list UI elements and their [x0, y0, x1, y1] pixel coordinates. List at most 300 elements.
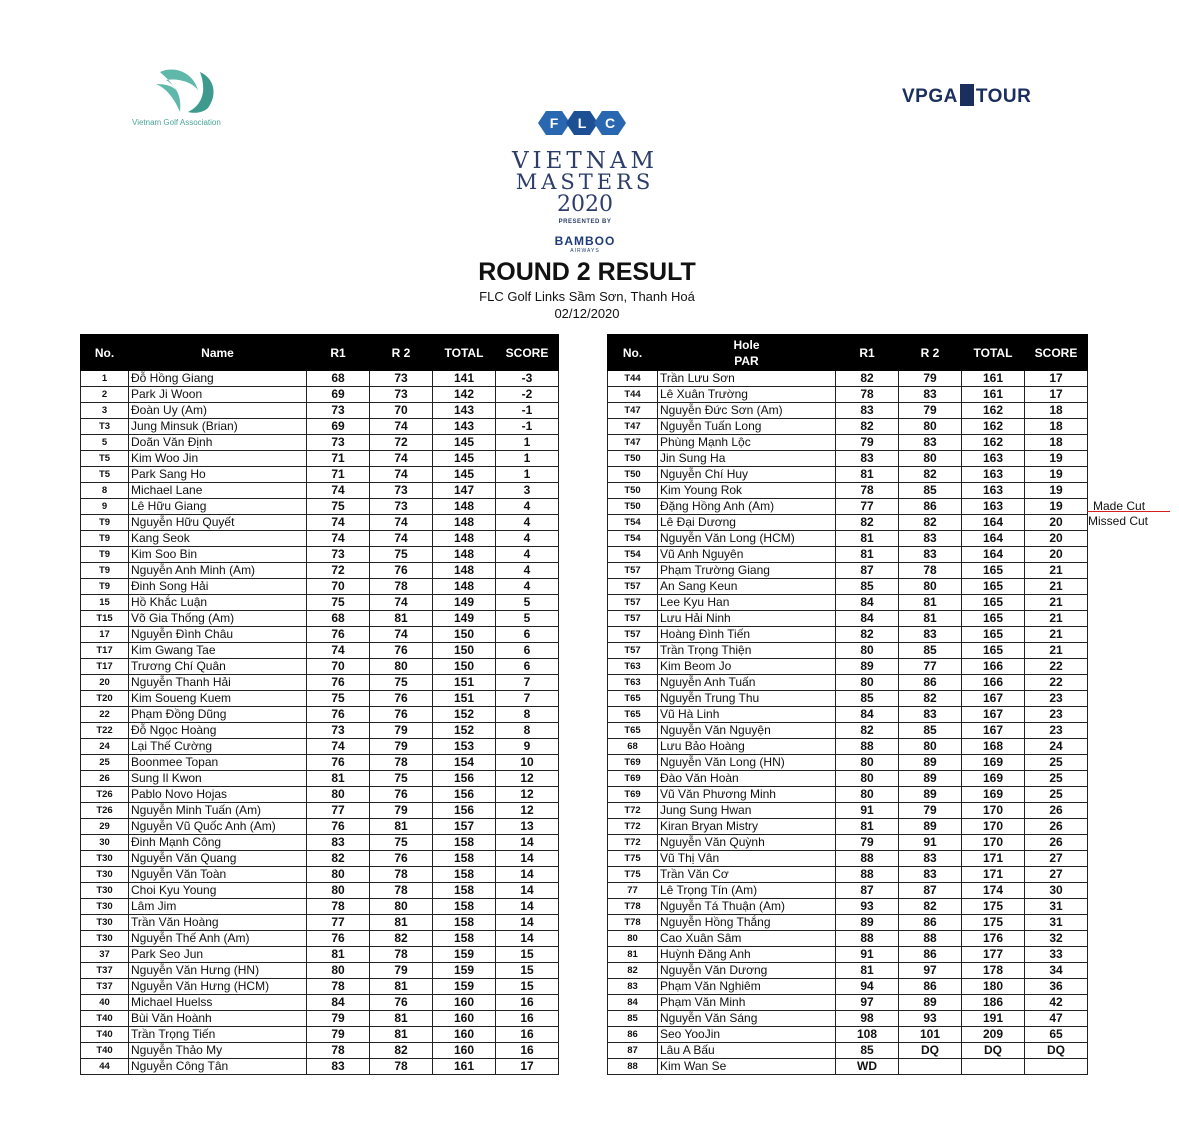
- score-cell: 65: [1025, 1027, 1088, 1043]
- r2-cell: 72: [370, 435, 433, 451]
- position-cell: T40: [81, 1027, 129, 1043]
- score-cell: 4: [496, 515, 559, 531]
- r1-cell: 71: [307, 451, 370, 467]
- r2-cell: 82: [899, 691, 962, 707]
- total-cell: 164: [962, 515, 1025, 531]
- total-cell: 159: [433, 947, 496, 963]
- total-cell: 163: [962, 499, 1025, 515]
- position-cell: T57: [608, 627, 658, 643]
- r1-cell: 91: [836, 803, 899, 819]
- total-cell: 165: [962, 643, 1025, 659]
- r1-cell: 75: [307, 499, 370, 515]
- table-row: [608, 435, 1088, 451]
- position-cell: 81: [608, 947, 658, 963]
- table-row: [608, 771, 1088, 787]
- position-cell: 3: [81, 403, 129, 419]
- vga-logo: [132, 64, 252, 134]
- table-row: [608, 947, 1088, 963]
- score-cell: 15: [496, 963, 559, 979]
- col-header-r1: R1: [307, 335, 370, 371]
- table-row: [81, 691, 559, 707]
- player-name-cell: Pablo Novo Hojas: [129, 787, 307, 803]
- position-cell: 86: [608, 1027, 658, 1043]
- player-name-cell: Choi Kyu Young: [129, 883, 307, 899]
- player-name-cell: Lê Đại Dương: [658, 515, 836, 531]
- table-row: [81, 995, 559, 1011]
- position-cell: T47: [608, 403, 658, 419]
- total-cell: 167: [962, 691, 1025, 707]
- r2-cell: 80: [899, 579, 962, 595]
- r2-cell: 81: [899, 611, 962, 627]
- table-row: [81, 947, 559, 963]
- score-cell: 21: [1025, 627, 1088, 643]
- col-header-no: No.: [608, 335, 658, 371]
- player-name-cell: Nguyễn Văn Quang: [129, 851, 307, 867]
- r1-cell: 80: [307, 787, 370, 803]
- position-cell: 20: [81, 675, 129, 691]
- position-cell: T22: [81, 723, 129, 739]
- position-cell: T20: [81, 691, 129, 707]
- r1-cell: 87: [836, 883, 899, 899]
- player-name-cell: Nguyễn Minh Tuấn (Am): [129, 803, 307, 819]
- position-cell: T30: [81, 867, 129, 883]
- r2-cell: 78: [370, 867, 433, 883]
- total-cell: 145: [433, 467, 496, 483]
- position-cell: T63: [608, 659, 658, 675]
- score-cell: 26: [1025, 835, 1088, 851]
- r1-cell: 88: [836, 867, 899, 883]
- r2-cell: 83: [899, 387, 962, 403]
- made-cut-note: Made Cut: [1093, 499, 1146, 513]
- r1-cell: 84: [307, 995, 370, 1011]
- position-cell: 37: [81, 947, 129, 963]
- r1-cell: 70: [307, 579, 370, 595]
- r1-cell: 82: [307, 851, 370, 867]
- table-row: [608, 883, 1088, 899]
- table-row: [608, 595, 1088, 611]
- r2-cell: 83: [899, 547, 962, 563]
- r1-cell: 83: [836, 403, 899, 419]
- table-row: [608, 659, 1088, 675]
- r1-cell: 97: [836, 995, 899, 1011]
- r1-cell: 73: [307, 723, 370, 739]
- r2-cell: 82: [899, 467, 962, 483]
- r2-cell: 83: [899, 707, 962, 723]
- player-name-cell: Kim Beom Jo: [658, 659, 836, 675]
- player-name-cell: Nguyễn Văn Long (HN): [658, 755, 836, 771]
- position-cell: T3: [81, 419, 129, 435]
- table-row: [608, 963, 1088, 979]
- score-cell: 4: [496, 563, 559, 579]
- table-row: [608, 643, 1088, 659]
- table-row: [608, 627, 1088, 643]
- score-cell: DQ: [1025, 1043, 1088, 1059]
- player-name-cell: Jung Sung Hwan: [658, 803, 836, 819]
- r1-cell: 81: [836, 531, 899, 547]
- player-name-cell: Lưu Hải Ninh: [658, 611, 836, 627]
- r2-cell: 74: [370, 419, 433, 435]
- r2-cell: 81: [370, 819, 433, 835]
- position-cell: T40: [81, 1043, 129, 1059]
- player-name-cell: Phạm Trường Giang: [658, 563, 836, 579]
- r2-cell: 86: [899, 915, 962, 931]
- score-cell: 13: [496, 819, 559, 835]
- r1-cell: WD: [836, 1059, 899, 1075]
- r1-cell: 88: [836, 931, 899, 947]
- score-cell: 34: [1025, 963, 1088, 979]
- cut-line: [1087, 511, 1170, 512]
- position-cell: 25: [81, 755, 129, 771]
- score-cell: 20: [1025, 531, 1088, 547]
- total-cell: 160: [433, 1043, 496, 1059]
- position-cell: T26: [81, 803, 129, 819]
- r2-cell: 79: [370, 963, 433, 979]
- position-cell: T69: [608, 787, 658, 803]
- total-cell: 165: [962, 611, 1025, 627]
- score-cell: 25: [1025, 787, 1088, 803]
- r2-cell: 97: [899, 963, 962, 979]
- r1-cell: 85: [836, 579, 899, 595]
- r2-cell: 85: [899, 483, 962, 499]
- player-name-cell: Vũ Hà Linh: [658, 707, 836, 723]
- player-name-cell: Trần Văn Hoàng: [129, 915, 307, 931]
- r1-cell: 80: [836, 787, 899, 803]
- score-cell: 21: [1025, 643, 1088, 659]
- score-cell: 22: [1025, 659, 1088, 675]
- score-cell: 4: [496, 531, 559, 547]
- position-cell: T47: [608, 419, 658, 435]
- player-name-cell: Lâu A Bấu: [658, 1043, 836, 1059]
- table-row: [81, 531, 559, 547]
- player-name-cell: Nguyễn Đức Sơn (Am): [658, 403, 836, 419]
- table-row: [81, 675, 559, 691]
- total-cell: 151: [433, 691, 496, 707]
- r1-cell: 82: [836, 515, 899, 531]
- r2-cell: DQ: [899, 1043, 962, 1059]
- results-table-right: [607, 334, 1088, 1075]
- total-cell: 158: [433, 851, 496, 867]
- total-cell: 143: [433, 419, 496, 435]
- player-name-cell: Lại Thế Cường: [129, 739, 307, 755]
- player-name-cell: Đinh Song Hải: [129, 579, 307, 595]
- table-row: [81, 707, 559, 723]
- player-name-cell: Đinh Mạnh Công: [129, 835, 307, 851]
- player-name-cell: Nguyễn Văn Toàn: [129, 867, 307, 883]
- position-cell: T69: [608, 771, 658, 787]
- r1-cell: 79: [836, 435, 899, 451]
- score-cell: 21: [1025, 611, 1088, 627]
- position-cell: T69: [608, 755, 658, 771]
- player-name-cell: Kiran Bryan Mistry: [658, 819, 836, 835]
- table-row: [81, 771, 559, 787]
- position-cell: T57: [608, 563, 658, 579]
- flc-letter-l: L: [577, 115, 587, 131]
- r2-cell: 75: [370, 675, 433, 691]
- score-cell: 14: [496, 867, 559, 883]
- r1-cell: 80: [836, 755, 899, 771]
- player-name-cell: Đoàn Uy (Am): [129, 403, 307, 419]
- player-name-cell: Võ Gia Thống (Am): [129, 611, 307, 627]
- r1-cell: 69: [307, 387, 370, 403]
- player-name-cell: An Sang Keun: [658, 579, 836, 595]
- sponsor-sub-text: AIRWAYS: [570, 248, 600, 254]
- player-name-cell: Vũ Thị Vân: [658, 851, 836, 867]
- table-row: [608, 1027, 1088, 1043]
- table-row: [81, 387, 559, 403]
- table-row: [608, 483, 1088, 499]
- r2-cell: 77: [899, 659, 962, 675]
- player-name-cell: Nguyễn Thế Anh (Am): [129, 931, 307, 947]
- r1-cell: 78: [307, 979, 370, 995]
- total-cell: 148: [433, 499, 496, 515]
- position-cell: T9: [81, 563, 129, 579]
- r2-cell: 78: [370, 947, 433, 963]
- player-name-cell: Vũ Văn Phương Minh: [658, 787, 836, 803]
- position-cell: 1: [81, 371, 129, 387]
- r2-cell: 91: [899, 835, 962, 851]
- table-row: [608, 787, 1088, 803]
- r2-cell: 80: [370, 899, 433, 915]
- player-name-cell: Lê Hữu Giang: [129, 499, 307, 515]
- score-cell: 1: [496, 467, 559, 483]
- r2-cell: 78: [370, 1059, 433, 1075]
- position-cell: T37: [81, 963, 129, 979]
- r2-cell: 82: [899, 899, 962, 915]
- total-cell: 160: [433, 995, 496, 1011]
- table-row: [608, 1011, 1088, 1027]
- total-cell: 152: [433, 707, 496, 723]
- position-cell: T9: [81, 579, 129, 595]
- r1-cell: 81: [836, 963, 899, 979]
- r2-cell: 76: [370, 787, 433, 803]
- table-row: [81, 611, 559, 627]
- score-cell: 19: [1025, 467, 1088, 483]
- r1-cell: 80: [307, 963, 370, 979]
- r1-cell: 76: [307, 931, 370, 947]
- player-name-cell: Phùng Mạnh Lộc: [658, 435, 836, 451]
- player-name-cell: Nguyễn Chí Huy: [658, 467, 836, 483]
- position-cell: 15: [81, 595, 129, 611]
- player-name-cell: Jung Minsuk (Brian): [129, 419, 307, 435]
- r2-cell: 86: [899, 675, 962, 691]
- score-cell: 17: [1025, 387, 1088, 403]
- score-cell: 9: [496, 739, 559, 755]
- player-name-cell: Phạm Văn Nghiêm: [658, 979, 836, 995]
- r1-cell: 85: [836, 691, 899, 707]
- position-cell: T72: [608, 835, 658, 851]
- player-name-cell: Trần Văn Cơ: [658, 867, 836, 883]
- player-name-cell: Nguyễn Văn Sáng: [658, 1011, 836, 1027]
- position-cell: T30: [81, 899, 129, 915]
- r2-cell: 81: [370, 1027, 433, 1043]
- position-cell: T54: [608, 515, 658, 531]
- r1-cell: 78: [836, 483, 899, 499]
- table-row: [608, 451, 1088, 467]
- score-cell: 23: [1025, 691, 1088, 707]
- total-cell: 145: [433, 435, 496, 451]
- player-name-cell: Trương Chí Quân: [129, 659, 307, 675]
- table-row: [81, 787, 559, 803]
- position-cell: T65: [608, 691, 658, 707]
- score-cell: 12: [496, 787, 559, 803]
- score-cell: 5: [496, 611, 559, 627]
- table-row: [608, 403, 1088, 419]
- total-cell: 165: [962, 579, 1025, 595]
- score-cell: 26: [1025, 803, 1088, 819]
- r2-cell: 76: [370, 995, 433, 1011]
- position-cell: 44: [81, 1059, 129, 1075]
- score-cell: 16: [496, 1043, 559, 1059]
- r2-cell: 89: [899, 755, 962, 771]
- table-row: [81, 371, 559, 387]
- score-cell: 12: [496, 771, 559, 787]
- total-cell: 152: [433, 723, 496, 739]
- player-name-cell: Nguyễn Văn Nguyện: [658, 723, 836, 739]
- table-row: [81, 467, 559, 483]
- r1-cell: 81: [307, 771, 370, 787]
- r2-cell: 80: [899, 451, 962, 467]
- r2-cell: 81: [370, 1011, 433, 1027]
- player-name-cell: Kim Woo Jin: [129, 451, 307, 467]
- total-cell: [962, 1059, 1025, 1075]
- score-cell: 16: [496, 1027, 559, 1043]
- table-row: [608, 979, 1088, 995]
- total-cell: 149: [433, 595, 496, 611]
- r2-cell: 73: [370, 483, 433, 499]
- position-cell: 8: [81, 483, 129, 499]
- r1-cell: 73: [307, 435, 370, 451]
- position-cell: 80: [608, 931, 658, 947]
- r2-cell: 73: [370, 499, 433, 515]
- player-name-cell: Kim Young Rok: [658, 483, 836, 499]
- r2-cell: 83: [899, 531, 962, 547]
- r1-cell: 72: [307, 563, 370, 579]
- r1-cell: 94: [836, 979, 899, 995]
- table-row: [81, 643, 559, 659]
- r2-cell: 86: [899, 499, 962, 515]
- score-cell: 7: [496, 691, 559, 707]
- player-name-cell: Huỳnh Đăng Anh: [658, 947, 836, 963]
- score-cell: 31: [1025, 915, 1088, 931]
- player-name-cell: Phạm Đồng Dũng: [129, 707, 307, 723]
- r2-cell: 83: [899, 851, 962, 867]
- player-name-cell: Vũ Anh Nguyên: [658, 547, 836, 563]
- r1-cell: 79: [307, 1011, 370, 1027]
- r1-cell: 74: [307, 531, 370, 547]
- score-cell: 31: [1025, 899, 1088, 915]
- player-name-cell: Lê Xuân Trường: [658, 387, 836, 403]
- r2-cell: 82: [370, 1043, 433, 1059]
- score-cell: 25: [1025, 755, 1088, 771]
- score-cell: 10: [496, 755, 559, 771]
- col-header-total: TOTAL: [433, 335, 496, 371]
- table-body: [81, 371, 559, 1075]
- score-cell: -3: [496, 371, 559, 387]
- position-cell: 40: [81, 995, 129, 1011]
- table-row: [608, 819, 1088, 835]
- player-name-cell: Park Ji Woon: [129, 387, 307, 403]
- score-cell: -1: [496, 403, 559, 419]
- col-header-hole: Hole: [733, 337, 760, 352]
- total-cell: 164: [962, 547, 1025, 563]
- total-cell: 186: [962, 995, 1025, 1011]
- presented-by: PRESENTED BY: [558, 219, 612, 225]
- table-row: [608, 867, 1088, 883]
- table-row: [608, 899, 1088, 915]
- r2-cell: 78: [370, 579, 433, 595]
- table-row: [81, 1027, 559, 1043]
- position-cell: 83: [608, 979, 658, 995]
- r1-cell: 82: [836, 371, 899, 387]
- position-cell: T78: [608, 899, 658, 915]
- player-name-cell: Jin Sung Ha: [658, 451, 836, 467]
- results-table-left: [80, 334, 559, 1075]
- r1-cell: 75: [307, 595, 370, 611]
- total-cell: 170: [962, 835, 1025, 851]
- table-row: [81, 435, 559, 451]
- score-cell: 16: [496, 995, 559, 1011]
- r2-cell: 86: [899, 947, 962, 963]
- total-cell: 145: [433, 451, 496, 467]
- position-cell: 24: [81, 739, 129, 755]
- r2-cell: 76: [370, 563, 433, 579]
- player-name-cell: Michael Huelss: [129, 995, 307, 1011]
- score-cell: 6: [496, 643, 559, 659]
- r2-cell: 74: [370, 515, 433, 531]
- score-cell: 18: [1025, 435, 1088, 451]
- position-cell: T78: [608, 915, 658, 931]
- r1-cell: 74: [307, 739, 370, 755]
- table-row: [608, 755, 1088, 771]
- total-cell: 148: [433, 563, 496, 579]
- r2-cell: 81: [370, 979, 433, 995]
- table-row: [608, 691, 1088, 707]
- total-cell: 169: [962, 771, 1025, 787]
- total-cell: 150: [433, 627, 496, 643]
- table-row: [81, 931, 559, 947]
- total-cell: 148: [433, 579, 496, 595]
- player-name-cell: Trần Trọng Thiện: [658, 643, 836, 659]
- player-name-cell: Nguyễn Tá Thuận (Am): [658, 899, 836, 915]
- position-cell: T50: [608, 451, 658, 467]
- position-cell: T5: [81, 467, 129, 483]
- position-cell: T47: [608, 435, 658, 451]
- table-row: [608, 579, 1088, 595]
- table-row: [81, 547, 559, 563]
- r2-cell: 86: [899, 979, 962, 995]
- score-cell: 6: [496, 659, 559, 675]
- r1-cell: 77: [836, 499, 899, 515]
- score-cell: 3: [496, 483, 559, 499]
- r2-cell: 76: [370, 691, 433, 707]
- table-row: [81, 803, 559, 819]
- total-cell: 161: [962, 371, 1025, 387]
- table-row: [608, 723, 1088, 739]
- score-cell: 15: [496, 947, 559, 963]
- position-cell: 77: [608, 883, 658, 899]
- player-name-cell: Bùi Văn Hoành: [129, 1011, 307, 1027]
- score-cell: 30: [1025, 883, 1088, 899]
- score-cell: 23: [1025, 723, 1088, 739]
- score-cell: [1025, 1059, 1088, 1075]
- r2-cell: 80: [370, 659, 433, 675]
- table-row: [608, 915, 1088, 931]
- score-cell: 16: [496, 1011, 559, 1027]
- table-row: [81, 451, 559, 467]
- r2-cell: 89: [899, 819, 962, 835]
- position-cell: T9: [81, 515, 129, 531]
- position-cell: 87: [608, 1043, 658, 1059]
